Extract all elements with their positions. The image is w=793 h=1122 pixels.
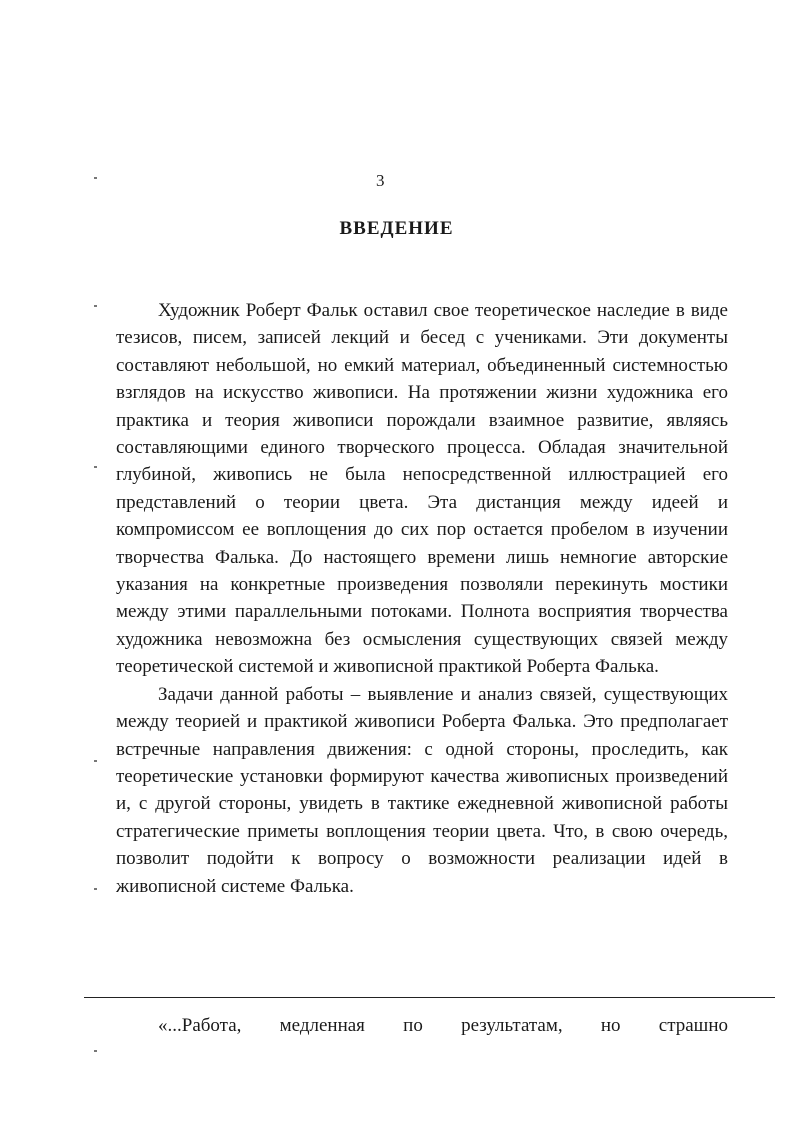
- scan-speck: [94, 888, 97, 890]
- body-text: [116, 297, 728, 900]
- paragraph-intro: Художник Роберт Фальк оставил свое теоретическое наследие в виде тезисов, писем, записей лекций и бесед с учениками. Эти документы составляют небольшой, но емкий материал, объединенный системностью взглядов на искусство живописи. На протяжении жизни художника его практика и теория живописи порождали взаимное развитие, являясь составляющими единого творческого процесса. Обладая значительной глубиной, живопись не была непосредственной иллюстрацией его представлений о теории цвета. Эта дистанция между идеей и компромиссом ее воплощения до сих пор остается пробелом в изучении творчества Фалька. До настоящего времени лишь немногие авторские указания на конкретные произведения позволяли перекинуть мостики между этими параллельными потоками. Полнота восприятия творчества художника невозможна без осмысления существующих связей между теоретической системой и живописной практикой Роберта Фалька.: [116, 300, 728, 678]
- quote-word: «...Работа,: [158, 1015, 242, 1036]
- quote-line: [158, 1012, 728, 1039]
- section-heading: ВВЕДЕНИЕ: [339, 218, 454, 239]
- scan-speck: [94, 177, 97, 179]
- page-divider-line: [84, 997, 775, 998]
- quote-word: страшно: [658, 1015, 728, 1036]
- scan-speck: [94, 1050, 97, 1052]
- paragraph-tasks: Задачи данной работы – выявление и анализ связей, существующих между теорией и практикой живописи Роберта Фалька. Это предполагает встречные направления движения: с одной стороны, проследить, как теоретические установки формируют качества живописных произведений и, с другой стороны, увидеть в тактике ежедневной живописной работы стратегические приметы воплощения теории цвета. Что, в свою очередь, позволит подойти к вопросу о возможности реализации идей в живописной системе Фалька.: [116, 683, 728, 897]
- quote-word: результатам,: [461, 1015, 563, 1036]
- scan-speck: [94, 305, 97, 307]
- page-number: 3: [376, 171, 385, 190]
- quote-word: но: [600, 1015, 621, 1036]
- quote-word: медленная: [279, 1015, 365, 1036]
- scan-speck: [94, 466, 97, 468]
- scan-speck: [94, 760, 97, 762]
- quote-word: по: [403, 1015, 423, 1036]
